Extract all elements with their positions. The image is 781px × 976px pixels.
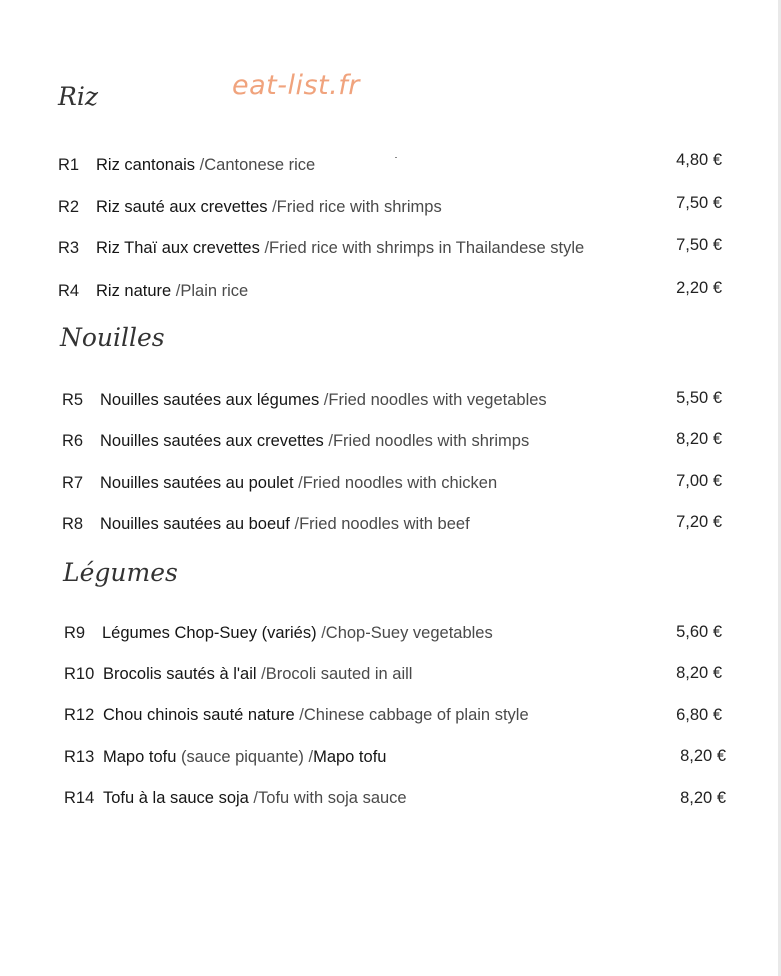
- item-code: R2: [58, 198, 80, 216]
- item-code: R5: [62, 391, 84, 409]
- item-code: R13: [64, 748, 95, 766]
- speck: [395, 157, 397, 158]
- watermark: eat-list.fr: [232, 70, 360, 101]
- item-name-en: Cantonese rice: [204, 156, 316, 174]
- item-code: R3: [58, 239, 80, 257]
- item-price: 8,20 €: [676, 664, 722, 682]
- menu-item-r7: R7 Nouilles sautées au poulet /Fried noodles with chicken: [62, 470, 497, 496]
- item-name-en: Fried noodles with chicken: [302, 474, 498, 492]
- item-code: R6: [62, 432, 84, 450]
- item-code: R10: [64, 665, 95, 683]
- item-name-fr: Nouilles sautées au boeuf: [100, 515, 290, 533]
- menu-item-r6: R6 Nouilles sautées aux crevettes /Fried noodles with shrimps: [62, 428, 529, 454]
- section-title-riz: Riz: [58, 82, 98, 111]
- item-price: 7,20 €: [676, 513, 722, 531]
- item-name-en: Fried rice with shrimps: [276, 198, 442, 216]
- item-code: R7: [62, 474, 84, 492]
- item-name-en: Mapo tofu: [313, 748, 387, 766]
- item-price: 2,20 €: [676, 279, 722, 297]
- item-name-en: Fried noodles with beef: [299, 515, 470, 533]
- item-code: R4: [58, 282, 80, 300]
- item-name-en: Fried rice with shrimps in Thailandese style: [269, 239, 585, 257]
- menu-item-r13: R13 Mapo tofu (sauce piquante) /Mapo tofu: [64, 744, 386, 770]
- item-name-en: Fried noodles with vegetables: [328, 391, 547, 409]
- item-name-fr: Riz nature: [96, 282, 172, 300]
- item-name-fr: Nouilles sautées aux légumes: [100, 391, 320, 409]
- item-code: R9: [64, 624, 86, 642]
- item-price: 8,20 €: [680, 789, 726, 807]
- item-name-en: Fried noodles with shrimps: [332, 432, 530, 450]
- item-price: 7,50 €: [676, 194, 722, 212]
- item-name-fr: Tofu à la sauce soja: [103, 789, 249, 807]
- item-name-fr: Chou chinois sauté nature: [103, 706, 295, 724]
- section-title-nouilles: Nouilles: [60, 323, 165, 352]
- menu-item-r12: R12 Chou chinois sauté nature /Chinese cabbage of plain style: [64, 702, 529, 728]
- item-name-fr: Mapo tofu: [103, 748, 177, 766]
- item-code: R8: [62, 515, 84, 533]
- item-price: 8,20 €: [676, 430, 722, 448]
- menu-item-r14: R14 Tofu à la sauce soja /Tofu with soja sauce: [64, 785, 407, 811]
- item-name-fr: Nouilles sautées au poulet: [100, 474, 294, 492]
- item-code: R12: [64, 706, 95, 724]
- item-name-fr: Légumes Chop-Suey (variés): [102, 624, 317, 642]
- menu-item-r10: R10 Brocolis sautés à l'ail /Brocoli sauted in aill: [64, 661, 412, 687]
- item-price: 7,00 €: [676, 472, 722, 490]
- section-title-legumes: Légumes: [63, 558, 178, 587]
- item-name-en: Brocoli sauted in aill: [265, 665, 413, 683]
- menu-item-r5: R5 Nouilles sautées aux légumes /Fried noodles with vegetables: [62, 387, 547, 413]
- menu-item-r2: R2 Riz sauté aux crevettes /Fried rice with shrimps: [58, 194, 442, 220]
- item-name-fr: Riz cantonais: [96, 156, 196, 174]
- item-price: 7,50 €: [676, 236, 722, 254]
- item-price: 6,80 €: [676, 706, 722, 724]
- item-price: 5,60 €: [676, 623, 722, 641]
- menu-item-r1: R1 Riz cantonais /Cantonese rice: [58, 152, 315, 178]
- menu-item-r4: R4 Riz nature /Plain rice: [58, 278, 248, 304]
- item-name-en: Plain rice: [180, 282, 249, 300]
- menu-item-r9: R9 Légumes Chop-Suey (variés) /Chop-Suey vegetables: [64, 620, 493, 646]
- item-name-en: Chop-Suey vegetables: [325, 624, 493, 642]
- item-price: 5,50 €: [676, 389, 722, 407]
- menu-item-r8: R8 Nouilles sautées au boeuf /Fried noodles with beef: [62, 511, 470, 537]
- item-name-fr: Nouilles sautées aux crevettes: [100, 432, 324, 450]
- item-name-en: Tofu with soja sauce: [258, 789, 407, 807]
- item-name-fr: Riz sauté aux crevettes: [96, 198, 268, 216]
- item-price: 4,80 €: [676, 151, 722, 169]
- menu-item-r3: R3 Riz Thaï aux crevettes /Fried rice with shrimps in Thailandese style: [58, 235, 584, 261]
- item-code: R1: [58, 156, 80, 174]
- item-price: 8,20 €: [680, 747, 726, 765]
- item-note-fr: (sauce piquante): [180, 748, 304, 766]
- item-name-fr: Brocolis sautés à l'ail: [103, 665, 257, 683]
- item-name-en: Chinese cabbage of plain style: [303, 706, 529, 724]
- item-name-fr: Riz Thaï aux crevettes: [96, 239, 260, 257]
- item-code: R14: [64, 789, 95, 807]
